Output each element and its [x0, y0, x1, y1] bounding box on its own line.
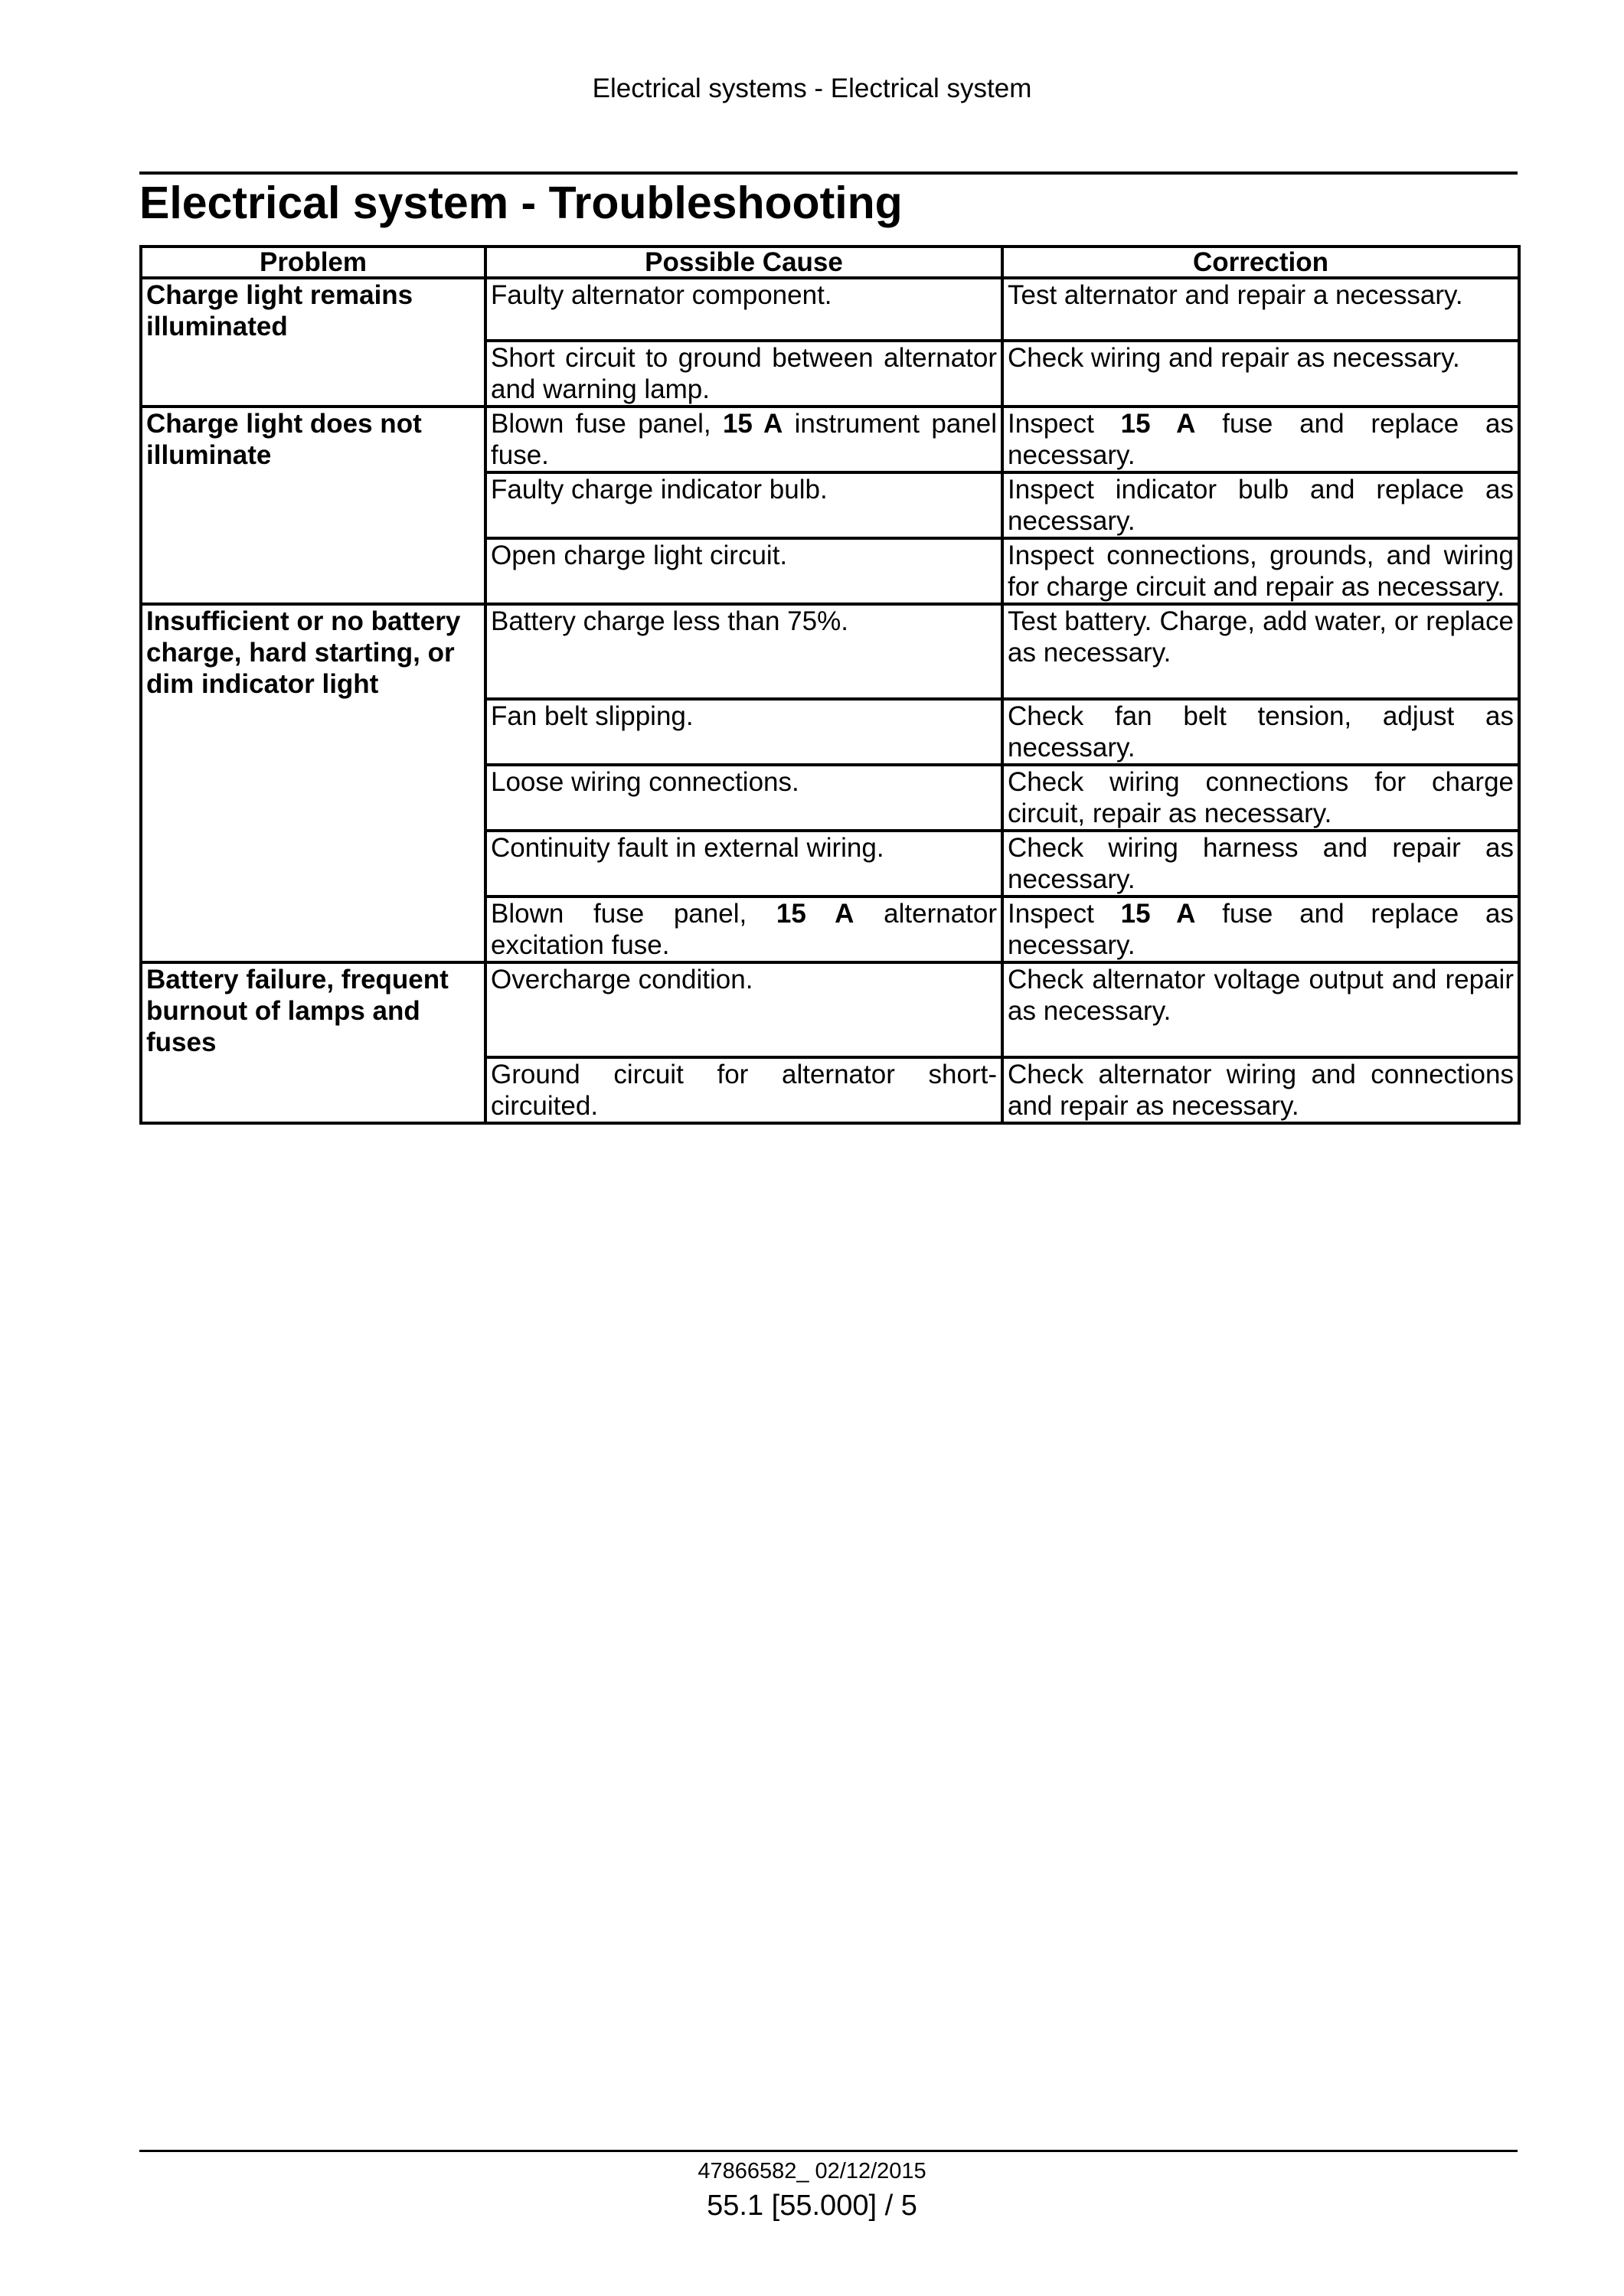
correction-cell: Check fan belt tension, adjust as necessary.	[1002, 699, 1519, 765]
cause-cell: Overcharge condition.	[485, 962, 1002, 1057]
page-title: Electrical system - Troubleshooting	[139, 178, 903, 228]
problem-cell: Insufficient or no battery charge, hard starting, or dim indicator light	[141, 604, 485, 962]
fuse-rating: 15 A	[1120, 409, 1196, 439]
fuse-rating: 15 A	[722, 409, 783, 439]
table-row	[141, 407, 1519, 472]
correction-cell: Inspect indicator bulb and replace as necessary.	[1002, 472, 1519, 538]
problem-cell: Charge light remains illuminated	[141, 278, 485, 407]
correction-cell: Check wiring and repair as necessary.	[1002, 341, 1519, 407]
troubleshooting-table	[139, 245, 1521, 1125]
table-row	[141, 278, 1519, 341]
correction-cell: Check alternator voltage output and repair as necessary.	[1002, 962, 1519, 1057]
fuse-rating: 15 A	[776, 899, 854, 929]
page-reference: 55.1 [55.000] / 5	[707, 2190, 917, 2222]
cause-cell: Continuity fault in external wiring.	[485, 831, 1002, 897]
table-row	[141, 962, 1519, 1057]
footer-divider	[139, 2150, 1518, 2152]
cause-cell: Faulty charge indicator bulb.	[485, 472, 1002, 538]
cause-cell: Ground circuit for alternator short-circuited.	[485, 1057, 1002, 1123]
running-header: Electrical systems - Electrical system	[592, 73, 1032, 103]
header-divider	[139, 171, 1518, 175]
column-header-correction: Correction	[1002, 247, 1519, 278]
column-header-possible-cause: Possible Cause	[485, 247, 1002, 278]
document-id: 47866582_ 02/12/2015	[698, 2159, 926, 2183]
column-header-problem: Problem	[141, 247, 485, 278]
correction-cell: Inspect 15 A fuse and replace as necessary.	[1002, 407, 1519, 472]
cause-cell: Blown fuse panel, 15 A alternator excitation fuse.	[485, 897, 1002, 962]
cause-cell: Blown fuse panel, 15 A instrument panel fuse.	[485, 407, 1002, 472]
correction-cell: Check alternator wiring and connections and repair as necessary.	[1002, 1057, 1519, 1123]
cause-cell: Loose wiring connections.	[485, 765, 1002, 831]
table-header-row	[141, 247, 1519, 278]
cause-cell: Open charge light circuit.	[485, 538, 1002, 604]
table-row	[141, 604, 1519, 699]
fuse-rating: 15 A	[1120, 899, 1196, 929]
problem-cell: Battery failure, frequent burnout of lamps and fuses	[141, 962, 485, 1123]
correction-cell: Check wiring connections for charge circuit, repair as necessary.	[1002, 765, 1519, 831]
correction-cell: Inspect 15 A fuse and replace as necessary.	[1002, 897, 1519, 962]
cause-cell: Battery charge less than 75%.	[485, 604, 1002, 699]
cause-cell: Fan belt slipping.	[485, 699, 1002, 765]
cause-cell: Faulty alternator component.	[485, 278, 1002, 341]
correction-cell: Test battery. Charge, add water, or replace as necessary.	[1002, 604, 1519, 699]
correction-cell: Check wiring harness and repair as necessary.	[1002, 831, 1519, 897]
cause-cell: Short circuit to ground between alternator and warning lamp.	[485, 341, 1002, 407]
problem-cell: Charge light does not illuminate	[141, 407, 485, 604]
correction-cell: Inspect connections, grounds, and wiring for charge circuit and repair as necessary.	[1002, 538, 1519, 604]
correction-cell: Test alternator and repair a necessary.	[1002, 278, 1519, 341]
